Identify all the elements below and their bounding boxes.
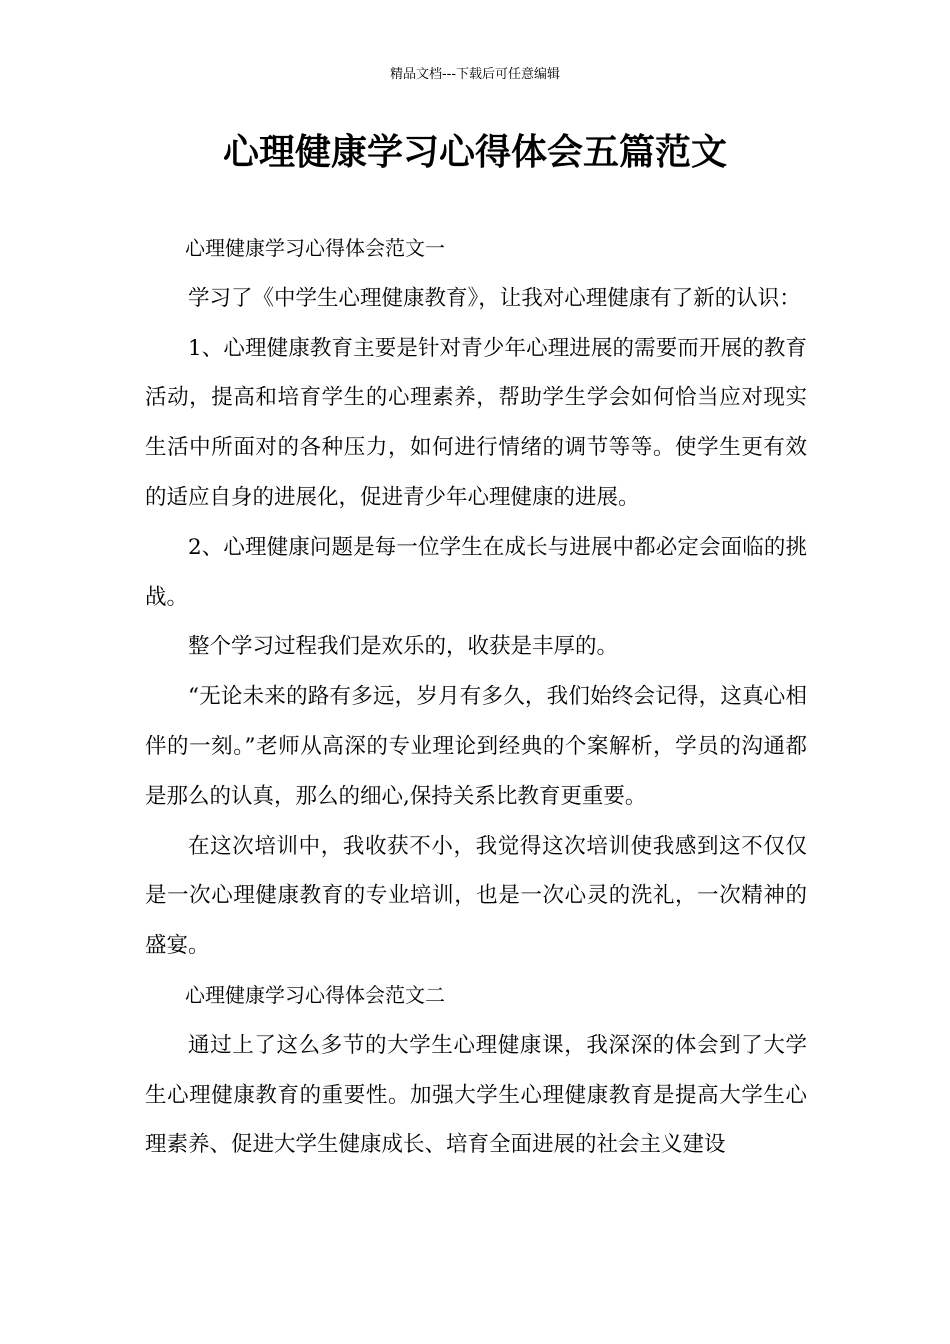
paragraph: 学习了《中学生心理健康教育》，让我对心理健康有了新的认识：	[188, 285, 801, 311]
paragraph: 在这次培训中，我收获不小，我觉得这次培训使我感到这不仅仅是一次心理健康教育的专业培训，也是一次心灵的洗礼，一次精神的盛宴。	[145, 833, 807, 959]
paragraph: 2、心理健康问题是每一位学生在成长与进展中都必定会面临的挑战。	[145, 534, 807, 610]
page-header-note: 精品文档---下载后可任意编辑	[389, 67, 561, 82]
document-title: 心理健康学习心得体会五篇范文	[222, 132, 727, 173]
document-body	[145, 224, 807, 1170]
section-heading-2: 心理健康学习心得体会范文二	[185, 982, 445, 1007]
section-heading-1: 心理健康学习心得体会范文一	[185, 236, 445, 260]
paragraph: 整个学习过程我们是欢乐的，收获是丰厚的。	[188, 634, 619, 660]
paragraph: 1、心理健康教育主要是针对青少年心理进展的需要而开展的教育活动，提高和培育学生的心理素养，帮助学生学会如何恰当应对现实生活中所面对的各种压力，如何进行情绪的调节等等。使学生更有效的适应自身的进展化，促进青少年心理健康的进展。	[145, 335, 807, 510]
paragraph: “无论未来的路有多远，岁月有多久，我们始终会记得，这真心相伴的一刻。”老师从高深的专业理论到经典的个案解析，学员的沟通都是那么的认真，那么的细心,保持关系比教育更重要。	[145, 684, 807, 809]
paragraph: 通过上了这么多节的大学生心理健康课，我深深的体会到了大学生心理健康教育的重要性。加强大学生心理健康教育是提高大学生心理素养、促进大学生健康成长、培育全面进展的社会主义建设	[145, 1032, 807, 1158]
